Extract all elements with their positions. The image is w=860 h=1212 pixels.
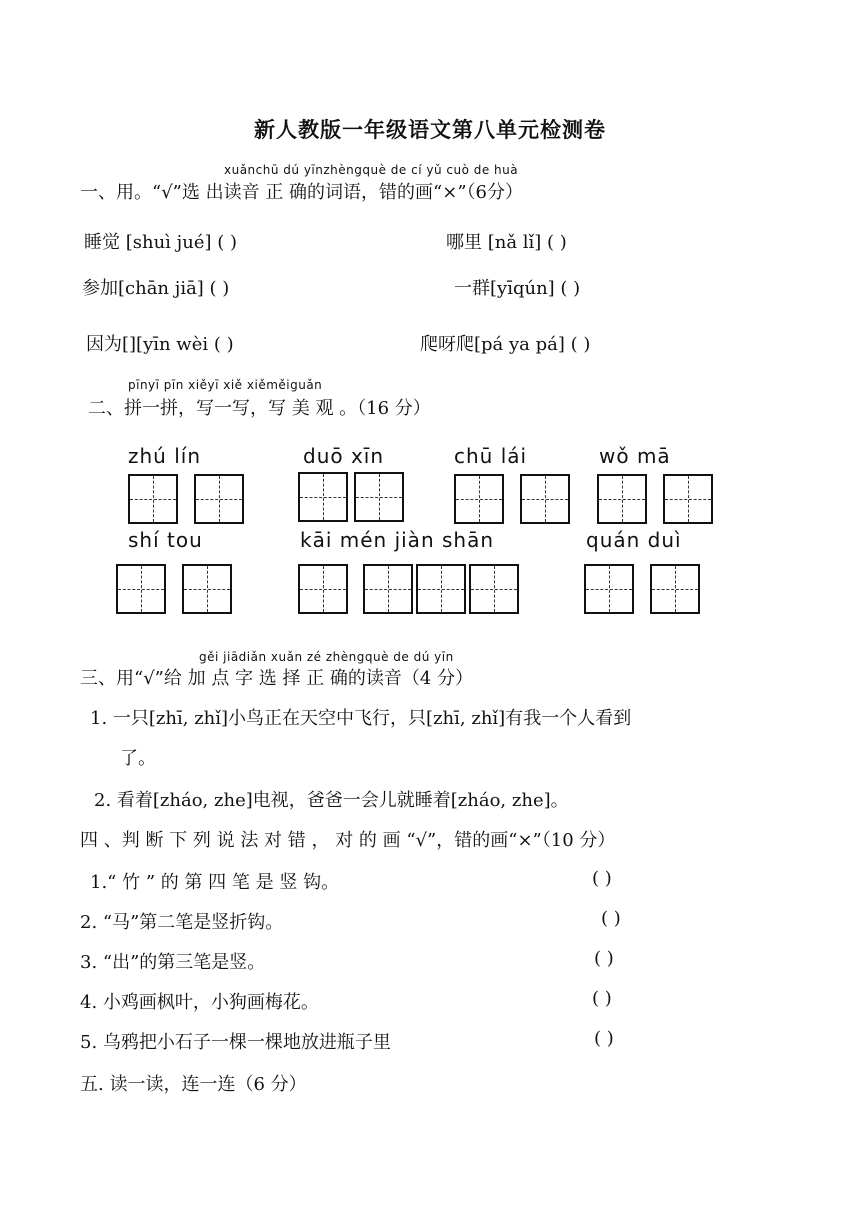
s1-item-1: 睡觉 [shuì jué] ( ) — [84, 232, 237, 253]
s4-item-3: 3. “出”的第三笔是竖。 — [80, 952, 266, 973]
writing-box[interactable] — [584, 564, 634, 614]
page-title: 新人教版一年级语文第八单元检测卷 — [254, 117, 606, 142]
s4-item-1: 1.“ 竹 ” 的 第 四 笔 是 竖 钩。 — [90, 872, 340, 893]
s4-item-2: 2. “马”第二笔是竖折钩。 — [80, 912, 284, 933]
writing-box[interactable] — [454, 474, 504, 524]
section1-heading: 一、用。“√”选 出读音 正 确的词语，错的画“×”（6分） — [80, 182, 523, 203]
pinyin-label-zhulin: zhú lín — [128, 444, 201, 468]
s4-answer-paren[interactable]: ( ) — [592, 988, 612, 1009]
writing-box[interactable] — [182, 564, 232, 614]
s3-line-1-cont: 了。 — [120, 748, 156, 769]
s1-item-5: 因为[][yīn wèi ( ) — [86, 334, 234, 355]
pinyin-label-shitou: shí tou — [128, 528, 203, 552]
s1-item-6: 爬呀爬[pá ya pá] ( ) — [420, 334, 591, 355]
section2-pinyin: pīnyī pīn xiěyī xiě xiěměiguǎn — [128, 378, 323, 392]
pinyin-label-woma: wǒ mā — [599, 444, 671, 468]
pinyin-label-chulai: chū lái — [454, 444, 528, 468]
pinyin-label-quandui: quán duì — [586, 528, 682, 552]
s4-answer-paren[interactable]: ( ) — [601, 908, 621, 929]
section1-pinyin: xuǎnchū dú yīnzhèngquè de cí yǔ cuò de huà — [224, 163, 519, 177]
section3-pinyin: gěi jiādiǎn xuǎn zé zhèngquè de dú yīn — [199, 650, 454, 664]
writing-box[interactable] — [298, 564, 348, 614]
s3-line-1: 1. 一只[zhī, zhǐ]小鸟正在天空中飞行，只[zhī, zhǐ]有我一个人看到 — [90, 708, 632, 729]
s4-item-5: 5. 乌鸦把小石子一棵一棵地放进瓶子里 — [80, 1032, 391, 1053]
writing-box[interactable] — [116, 564, 166, 614]
section5-heading: 五. 读一读，连一连（6 分） — [80, 1074, 307, 1095]
section4-heading: 四 、判 断 下 列 说 法 对 错 ， 对 的 画 “√”，错的画“×”（10 分） — [80, 830, 616, 851]
writing-box[interactable] — [650, 564, 700, 614]
section2-heading: 二、拼一拼，写一写，写 美 观 。（16 分） — [88, 398, 431, 419]
writing-box[interactable] — [663, 474, 713, 524]
s1-item-3: 参加[chān jiā] ( ) — [82, 278, 230, 299]
pinyin-label-duoxin: duō xīn — [303, 444, 385, 468]
s1-item-4: 一群[yīqún] ( ) — [454, 278, 581, 299]
s4-answer-paren[interactable]: ( ) — [594, 1028, 614, 1049]
writing-box[interactable] — [597, 474, 647, 524]
writing-box[interactable] — [469, 564, 519, 614]
writing-box[interactable] — [416, 564, 466, 614]
s4-answer-paren[interactable]: ( ) — [594, 948, 614, 969]
writing-box[interactable] — [354, 472, 404, 522]
s4-answer-paren[interactable]: ( ) — [592, 868, 612, 889]
s1-item-2: 哪里 [nǎ lǐ] ( ) — [446, 232, 567, 253]
section3-heading: 三、用“√”给 加 点 字 选 择 正 确的读音（4 分） — [80, 668, 474, 689]
writing-box[interactable] — [298, 472, 348, 522]
s3-line-2: 2. 看着[zháo, zhe]电视，爸爸一会儿就睡着[zháo, zhe]。 — [94, 790, 569, 811]
writing-box[interactable] — [128, 474, 178, 524]
s4-item-4: 4. 小鸡画枫叶，小狗画梅花。 — [80, 992, 319, 1013]
writing-box[interactable] — [520, 474, 570, 524]
writing-box[interactable] — [194, 474, 244, 524]
pinyin-label-kaimenjianshan: kāi mén jiàn shān — [300, 528, 495, 552]
writing-box[interactable] — [363, 564, 413, 614]
